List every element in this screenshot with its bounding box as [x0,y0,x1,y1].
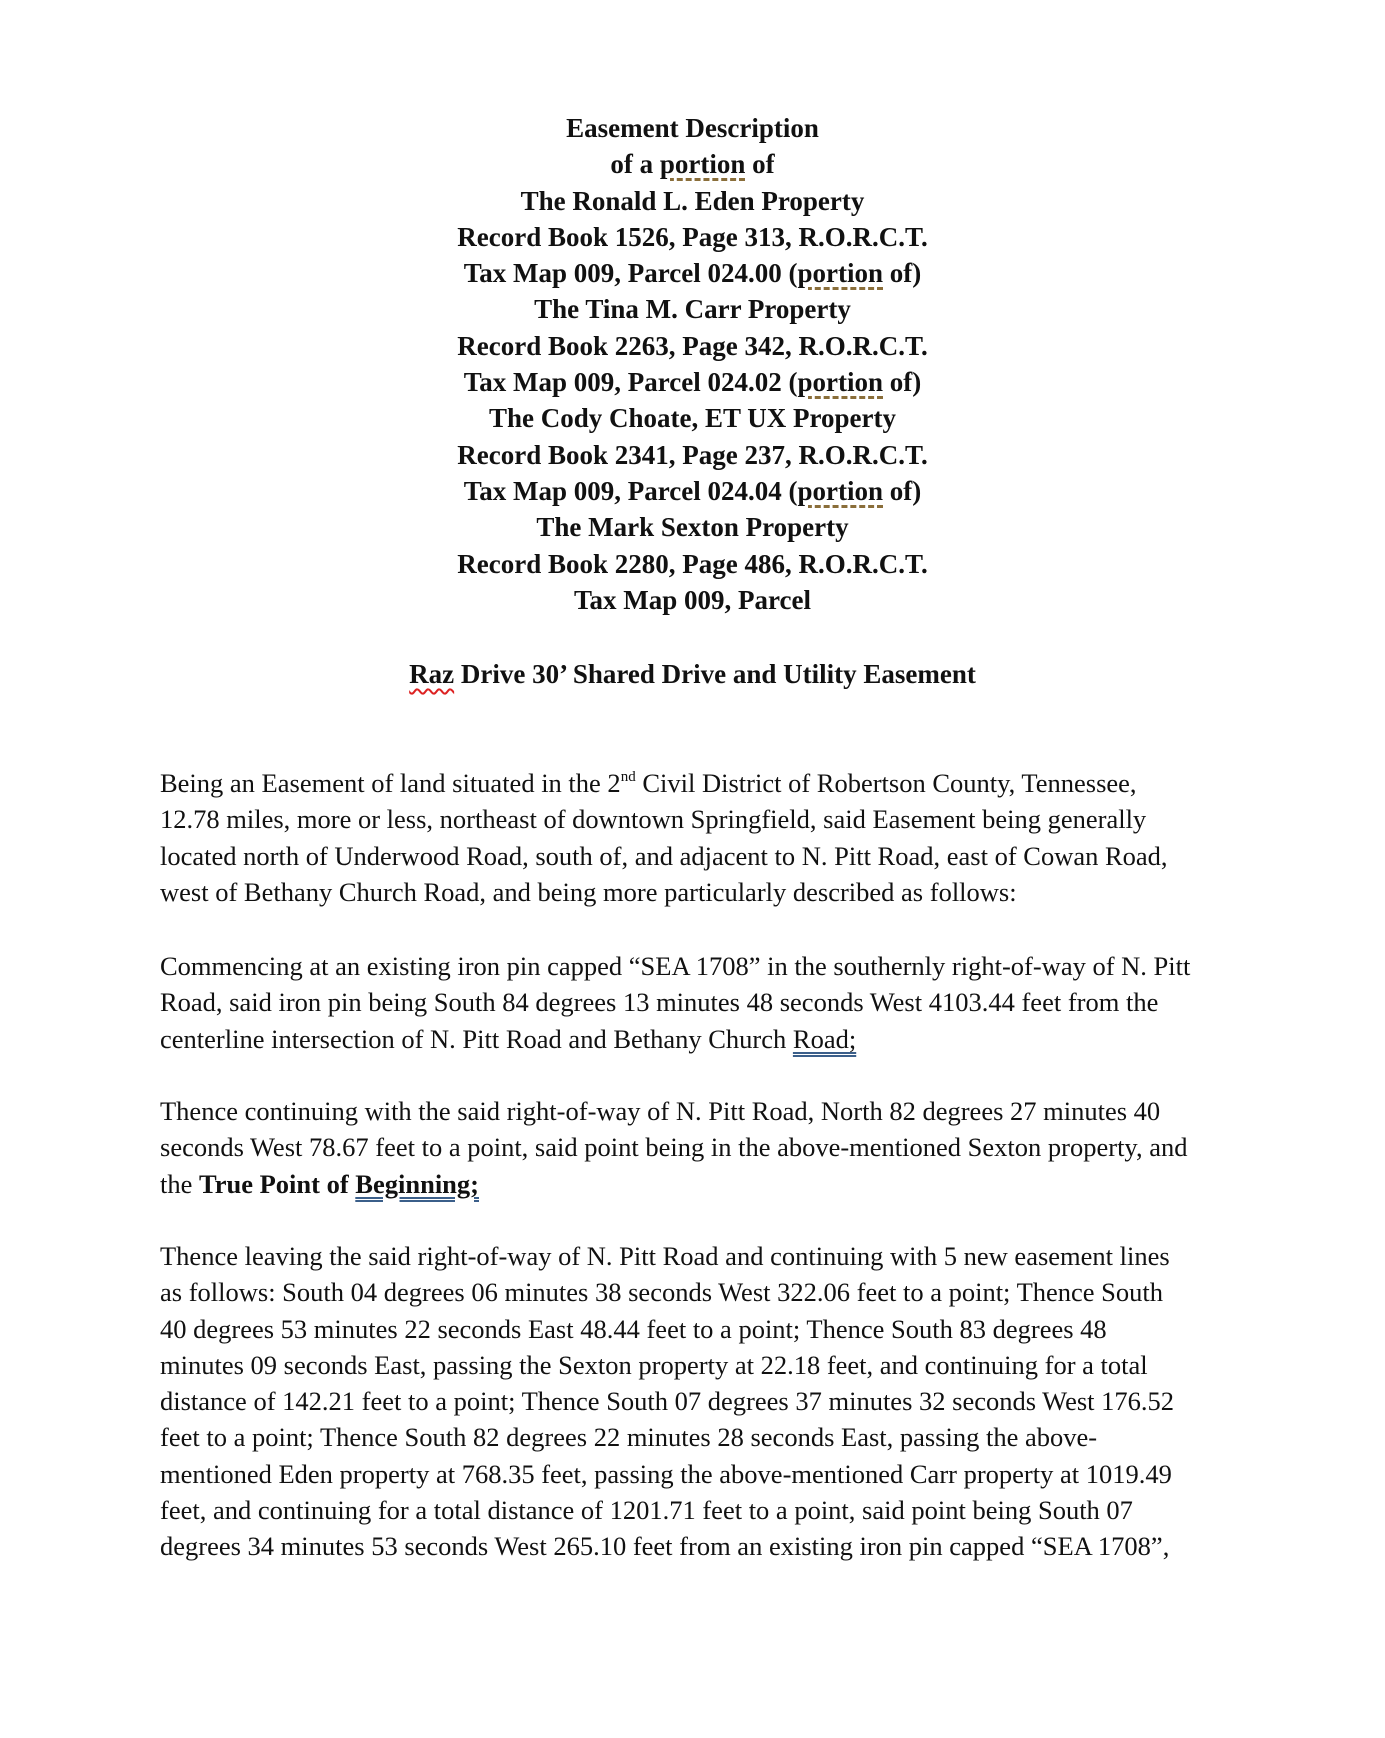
text-run: Civil District of Robertson County, Tennessee, [635,768,1137,798]
paragraph-line: 40 degrees 53 minutes 22 seconds East 48.44 feet to a point; Thence South 83 degrees 48 [160,1313,1107,1344]
paragraph-line: degrees 34 minutes 53 seconds West 265.10 feet from an existing iron pin capped “SEA 1708”, [160,1531,1170,1562]
paragraph-line: mentioned Eden property at 768.35 feet, passing the above-mentioned Carr property at 1019.49 [160,1458,1172,1489]
paragraph-line: feet, and continuing for a total distance of 1201.71 feet to a point, said point being South 07 [160,1495,1133,1526]
heading-text: Tax Map 009, Parcel 024.00 ( [463,258,798,289]
heading-choate-taxmap [0,473,1385,509]
heading-text: of) [883,475,922,506]
subtitle-text: Drive 30’ Shared Drive and Utility Easement [454,659,976,689]
paragraph-easement-lines [160,1238,1250,1565]
grammar-flagged-word[interactable]: Road; [792,1023,857,1054]
paragraph-line: as follows: South 04 degrees 06 minutes 38 seconds West 322.06 feet to a point; Thence South [160,1277,1164,1308]
heading-sexton-record: Record Book 2280, Page 486, R.O.R.C.T. [457,548,928,579]
paragraph-line: located north of Underwood Road, south of, and adjacent to N. Pitt Road, east of Cowan Road, [160,840,1168,871]
heading-sexton-taxmap: Tax Map 009, Parcel [574,584,811,615]
grammar-flagged-word[interactable]: portion [797,475,883,506]
paragraph-location [160,765,1250,910]
heading-eden-property: The Ronald L. Eden Property [520,185,865,216]
heading-text: of [752,149,775,180]
heading-text: Tax Map 009, Parcel 024.04 ( [463,475,798,506]
paragraph-line [160,765,1250,801]
heading-text: of) [883,258,922,289]
heading-title: Easement Description [566,113,819,143]
paragraph-line: distance of 142.21 feet to a point; Thence South 07 degrees 37 minutes 32 seconds West 176.52 [160,1386,1175,1417]
heading-carr-property: The Tina M. Carr Property [534,294,851,325]
grammar-flagged-word[interactable]: portion [797,258,883,289]
heading-portion-line [0,146,1385,182]
paragraph-line [160,1166,1250,1202]
superscript: nd [620,769,636,785]
heading-choate-property: The Cody Choate, ET UX Property [488,403,896,434]
paragraph-true-point [160,1093,1250,1202]
paragraph-line: Road, said iron pin being South 84 degrees 13 minutes 48 seconds West 4103.44 feet from the [160,987,1159,1018]
grammar-flagged-word[interactable]: portion [797,367,883,398]
heading-eden-taxmap [0,255,1385,291]
spelling-flagged-word[interactable]: Raz [409,659,455,689]
paragraph-line: Thence leaving the said right-of-way of N. Pitt Road and continuing with 5 new easement lines [160,1241,1170,1271]
paragraph-line: minutes 09 seconds East, passing the Sexton property at 22.18 feet, and continuing for a total [160,1349,1148,1380]
bold-text: True Point of [199,1168,356,1199]
heading-text: of a [610,149,654,180]
heading-eden-record: Record Book 1526, Page 313, R.O.R.C.T. [457,221,928,252]
paragraph-line: west of Bethany Church Road, and being more particularly described as follows: [160,876,1017,907]
heading-text: Tax Map 009, Parcel 024.02 ( [463,367,798,398]
paragraph-commencing [160,948,1250,1057]
paragraph-line: 12.78 miles, more or less, northeast of downtown Springfield, said Easement being generally [160,804,1147,835]
text-run: the [160,1168,199,1199]
grammar-flagged-word[interactable]: portion [659,149,746,180]
paragraph-line: Thence continuing with the said right-of-way of N. Pitt Road, North 82 degrees 27 minutes 40 [160,1096,1161,1126]
text-run: Being an Easement of land situated in the 2 [160,768,621,798]
heading-carr-taxmap [0,364,1385,400]
heading-text: of) [883,367,922,398]
heading-choate-record: Record Book 2341, Page 237, R.O.R.C.T. [457,439,928,470]
paragraph-line: Commencing at an existing iron pin capped “SEA 1708” in the southernly right-of-way of N. Pitt [160,951,1191,981]
paragraph-line: feet to a point; Thence South 82 degrees 22 minutes 28 seconds East, passing the above- [160,1422,1098,1453]
heading-carr-record: Record Book 2263, Page 342, R.O.R.C.T. [457,330,928,361]
heading-sexton-property: The Mark Sexton Property [536,512,849,543]
text-run: centerline intersection of N. Pitt Road and Bethany Church [160,1023,793,1054]
document-heading [0,110,1385,618]
paragraph-line [160,1021,1250,1057]
grammar-flagged-word[interactable]: Beginning; [355,1168,479,1199]
easement-subtitle [0,656,1385,692]
paragraph-line: seconds West 78.67 feet to a point, said point being in the above-mentioned Sexton property, and [160,1132,1188,1163]
